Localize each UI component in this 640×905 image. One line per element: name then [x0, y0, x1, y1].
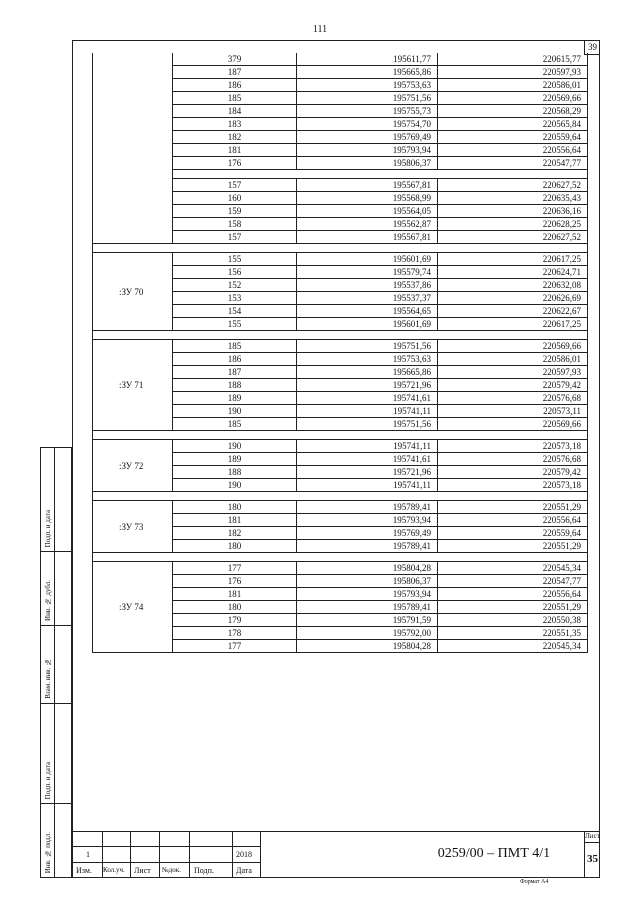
y-coord-cell: 220569,66	[438, 340, 588, 353]
x-coord-cell: 195564,05	[297, 205, 438, 218]
x-coord-cell: 195753,63	[297, 79, 438, 92]
gap-cell	[93, 492, 588, 501]
point-id-cell: 157	[173, 179, 297, 192]
table-row	[93, 440, 588, 453]
strip-cell-sign-date-2	[41, 704, 71, 804]
x-coord-cell: 195567,81	[297, 231, 438, 244]
point-id-cell: 176	[173, 157, 297, 170]
x-coord-cell: 195804,28	[297, 640, 438, 653]
y-coord-cell: 220573,18	[438, 440, 588, 453]
point-id-cell: 155	[173, 253, 297, 266]
y-coord-cell: 220551,29	[438, 601, 588, 614]
x-coord-cell: 195791,59	[297, 614, 438, 627]
point-id-cell: 182	[173, 527, 297, 540]
coordinates-table	[92, 53, 588, 653]
y-coord-cell: 220559,64	[438, 131, 588, 144]
point-id-cell: 156	[173, 266, 297, 279]
point-id-cell: 177	[173, 562, 297, 575]
point-id-cell: 178	[173, 627, 297, 640]
x-coord-cell: 195537,37	[297, 292, 438, 305]
x-coord-cell: 195721,96	[297, 379, 438, 392]
point-id-cell: 179	[173, 614, 297, 627]
point-id-cell: 153	[173, 292, 297, 305]
y-coord-cell: 220624,71	[438, 266, 588, 279]
y-coord-cell: 220573,18	[438, 479, 588, 492]
y-coord-cell: 220579,42	[438, 466, 588, 479]
x-coord-cell: 195789,41	[297, 540, 438, 553]
point-id-cell: 177	[173, 640, 297, 653]
x-coord-cell: 195537,86	[297, 279, 438, 292]
y-coord-cell: 220617,25	[438, 318, 588, 331]
point-id-cell: 157	[173, 231, 297, 244]
point-id-cell: 180	[173, 540, 297, 553]
header-kol-uch: Кол.уч.	[103, 866, 125, 874]
point-id-cell: 185	[173, 92, 297, 105]
corner-sheet-number: 39	[584, 40, 600, 55]
y-coord-cell: 220635,43	[438, 192, 588, 205]
header-podp: Подп.	[194, 866, 214, 875]
strip-cell-orig-inv	[41, 804, 71, 877]
table-gap-row	[93, 431, 588, 440]
header-data: Дата	[236, 866, 252, 875]
point-id-cell: 154	[173, 305, 297, 318]
point-id-cell: 187	[173, 66, 297, 79]
x-coord-cell: 195741,61	[297, 453, 438, 466]
point-id-cell: 181	[173, 588, 297, 601]
point-id-cell: 187	[173, 366, 297, 379]
x-coord-cell: 195754,70	[297, 118, 438, 131]
group-label-cell: :ЗУ 71	[93, 340, 173, 431]
sheet-label: Лист	[585, 832, 600, 840]
y-coord-cell: 220622,67	[438, 305, 588, 318]
y-coord-cell: 220579,42	[438, 379, 588, 392]
x-coord-cell: 195741,11	[297, 479, 438, 492]
point-id-cell: 186	[173, 353, 297, 366]
y-coord-cell: 220568,29	[438, 105, 588, 118]
point-id-cell: 181	[173, 514, 297, 527]
header-list: Лист	[134, 866, 151, 875]
x-coord-cell: 195769,49	[297, 131, 438, 144]
table-row	[93, 340, 588, 353]
x-coord-cell: 195804,28	[297, 562, 438, 575]
point-id-cell: 183	[173, 118, 297, 131]
point-id-cell: 180	[173, 601, 297, 614]
gap-cell	[93, 431, 588, 440]
x-coord-cell: 195806,37	[297, 157, 438, 170]
gap-cell	[93, 553, 588, 562]
table-gap-row	[93, 331, 588, 340]
table-row	[93, 501, 588, 514]
y-coord-cell: 220545,34	[438, 562, 588, 575]
strip-cell-dup-inv	[41, 552, 71, 626]
strip-cell-sign-date-1	[41, 448, 71, 552]
x-coord-cell: 195611,77	[297, 53, 438, 66]
strip-cell-replace-inv	[41, 626, 71, 704]
header-ndok: №док.	[162, 866, 181, 874]
y-coord-cell: 220569,66	[438, 418, 588, 431]
x-coord-cell: 195562,87	[297, 218, 438, 231]
x-coord-cell: 195751,56	[297, 340, 438, 353]
point-id-cell: 190	[173, 440, 297, 453]
table-gap-row	[93, 553, 588, 562]
x-coord-cell: 195567,81	[297, 179, 438, 192]
header-izm: Изм.	[76, 866, 92, 875]
x-coord-cell: 195601,69	[297, 253, 438, 266]
point-id-cell: 182	[173, 131, 297, 144]
x-coord-cell: 195564,65	[297, 305, 438, 318]
y-coord-cell: 220565,84	[438, 118, 588, 131]
table-gap-row	[93, 244, 588, 253]
x-coord-cell: 195751,56	[297, 418, 438, 431]
point-id-cell: 185	[173, 340, 297, 353]
x-coord-cell: 195568,99	[297, 192, 438, 205]
point-id-cell: 180	[173, 501, 297, 514]
point-id-cell: 190	[173, 479, 297, 492]
y-coord-cell: 220547,77	[438, 157, 588, 170]
x-coord-cell: 195741,11	[297, 440, 438, 453]
x-coord-cell: 195665,86	[297, 66, 438, 79]
x-coord-cell: 195789,41	[297, 601, 438, 614]
strip-label: Инв. № подл.	[44, 831, 52, 873]
point-id-cell: 184	[173, 105, 297, 118]
point-id-cell: 189	[173, 392, 297, 405]
y-coord-cell: 220597,93	[438, 366, 588, 379]
y-coord-cell: 220573,11	[438, 405, 588, 418]
group-label-cell: :ЗУ 74	[93, 562, 173, 653]
x-coord-cell: 195741,11	[297, 405, 438, 418]
x-coord-cell: 195792,00	[297, 627, 438, 640]
group-label-cell: :ЗУ 70	[93, 253, 173, 331]
format-label: Формат А4	[520, 879, 549, 885]
x-coord-cell: 195793,94	[297, 514, 438, 527]
table-row	[93, 53, 588, 66]
point-id-cell: 189	[173, 453, 297, 466]
y-coord-cell: 220547,77	[438, 575, 588, 588]
y-coord-cell: 220636,16	[438, 205, 588, 218]
gap-cell	[93, 331, 588, 340]
y-coord-cell: 220615,77	[438, 53, 588, 66]
point-id-cell: 186	[173, 79, 297, 92]
y-coord-cell: 220628,25	[438, 218, 588, 231]
point-id-cell: 379	[173, 53, 297, 66]
table-gap-row	[93, 492, 588, 501]
x-coord-cell: 195741,61	[297, 392, 438, 405]
table-row	[93, 562, 588, 575]
y-coord-cell: 220556,64	[438, 144, 588, 157]
group-label-cell: :ЗУ 73	[93, 501, 173, 553]
strip-label: Взам. инв. №	[44, 658, 52, 699]
y-coord-cell: 220627,52	[438, 179, 588, 192]
y-coord-cell: 220626,69	[438, 292, 588, 305]
title-block	[72, 831, 600, 878]
sheet-number: 35	[587, 853, 598, 865]
point-id-cell: 158	[173, 218, 297, 231]
y-coord-cell: 220632,08	[438, 279, 588, 292]
year: 2018	[236, 850, 252, 859]
y-coord-cell: 220550,38	[438, 614, 588, 627]
point-id-cell: 188	[173, 379, 297, 392]
x-coord-cell: 195806,37	[297, 575, 438, 588]
point-id-cell: 155	[173, 318, 297, 331]
y-coord-cell: 220617,25	[438, 253, 588, 266]
strip-label: Инв. № дубл.	[44, 580, 52, 621]
point-id-cell: 152	[173, 279, 297, 292]
group-label-cell	[93, 53, 173, 244]
page-number-top: 111	[312, 24, 328, 35]
strip-label: Подп. и дата	[44, 761, 52, 799]
point-id-cell: 181	[173, 144, 297, 157]
x-coord-cell: 195665,86	[297, 366, 438, 379]
y-coord-cell: 220556,64	[438, 514, 588, 527]
y-coord-cell: 220556,64	[438, 588, 588, 601]
y-coord-cell: 220551,29	[438, 540, 588, 553]
x-coord-cell: 195751,56	[297, 92, 438, 105]
x-coord-cell: 195769,49	[297, 527, 438, 540]
binding-strip	[40, 447, 72, 878]
point-id-cell: 160	[173, 192, 297, 205]
document-code: 0259/00 – ПМТ 4/1	[437, 846, 551, 861]
y-coord-cell: 220569,66	[438, 92, 588, 105]
x-coord-cell: 195601,69	[297, 318, 438, 331]
x-coord-cell: 195793,94	[297, 144, 438, 157]
point-id-cell: 176	[173, 575, 297, 588]
y-coord-cell: 220586,01	[438, 79, 588, 92]
y-coord-cell: 220586,01	[438, 353, 588, 366]
x-coord-cell: 195753,63	[297, 353, 438, 366]
y-coord-cell: 220545,34	[438, 640, 588, 653]
table-row	[93, 253, 588, 266]
strip-label: Подп. и дата	[44, 509, 52, 547]
gap-cell	[173, 170, 588, 179]
x-coord-cell: 195721,96	[297, 466, 438, 479]
group-label-cell: :ЗУ 72	[93, 440, 173, 492]
y-coord-cell: 220576,68	[438, 392, 588, 405]
gap-cell	[93, 244, 588, 253]
point-id-cell: 185	[173, 418, 297, 431]
x-coord-cell: 195579,74	[297, 266, 438, 279]
y-coord-cell: 220551,35	[438, 627, 588, 640]
revision-number: 1	[86, 850, 90, 859]
y-coord-cell: 220627,52	[438, 231, 588, 244]
y-coord-cell: 220551,29	[438, 501, 588, 514]
y-coord-cell: 220576,68	[438, 453, 588, 466]
x-coord-cell: 195755,73	[297, 105, 438, 118]
y-coord-cell: 220597,93	[438, 66, 588, 79]
point-id-cell: 190	[173, 405, 297, 418]
x-coord-cell: 195789,41	[297, 501, 438, 514]
y-coord-cell: 220559,64	[438, 527, 588, 540]
point-id-cell: 188	[173, 466, 297, 479]
point-id-cell: 159	[173, 205, 297, 218]
x-coord-cell: 195793,94	[297, 588, 438, 601]
